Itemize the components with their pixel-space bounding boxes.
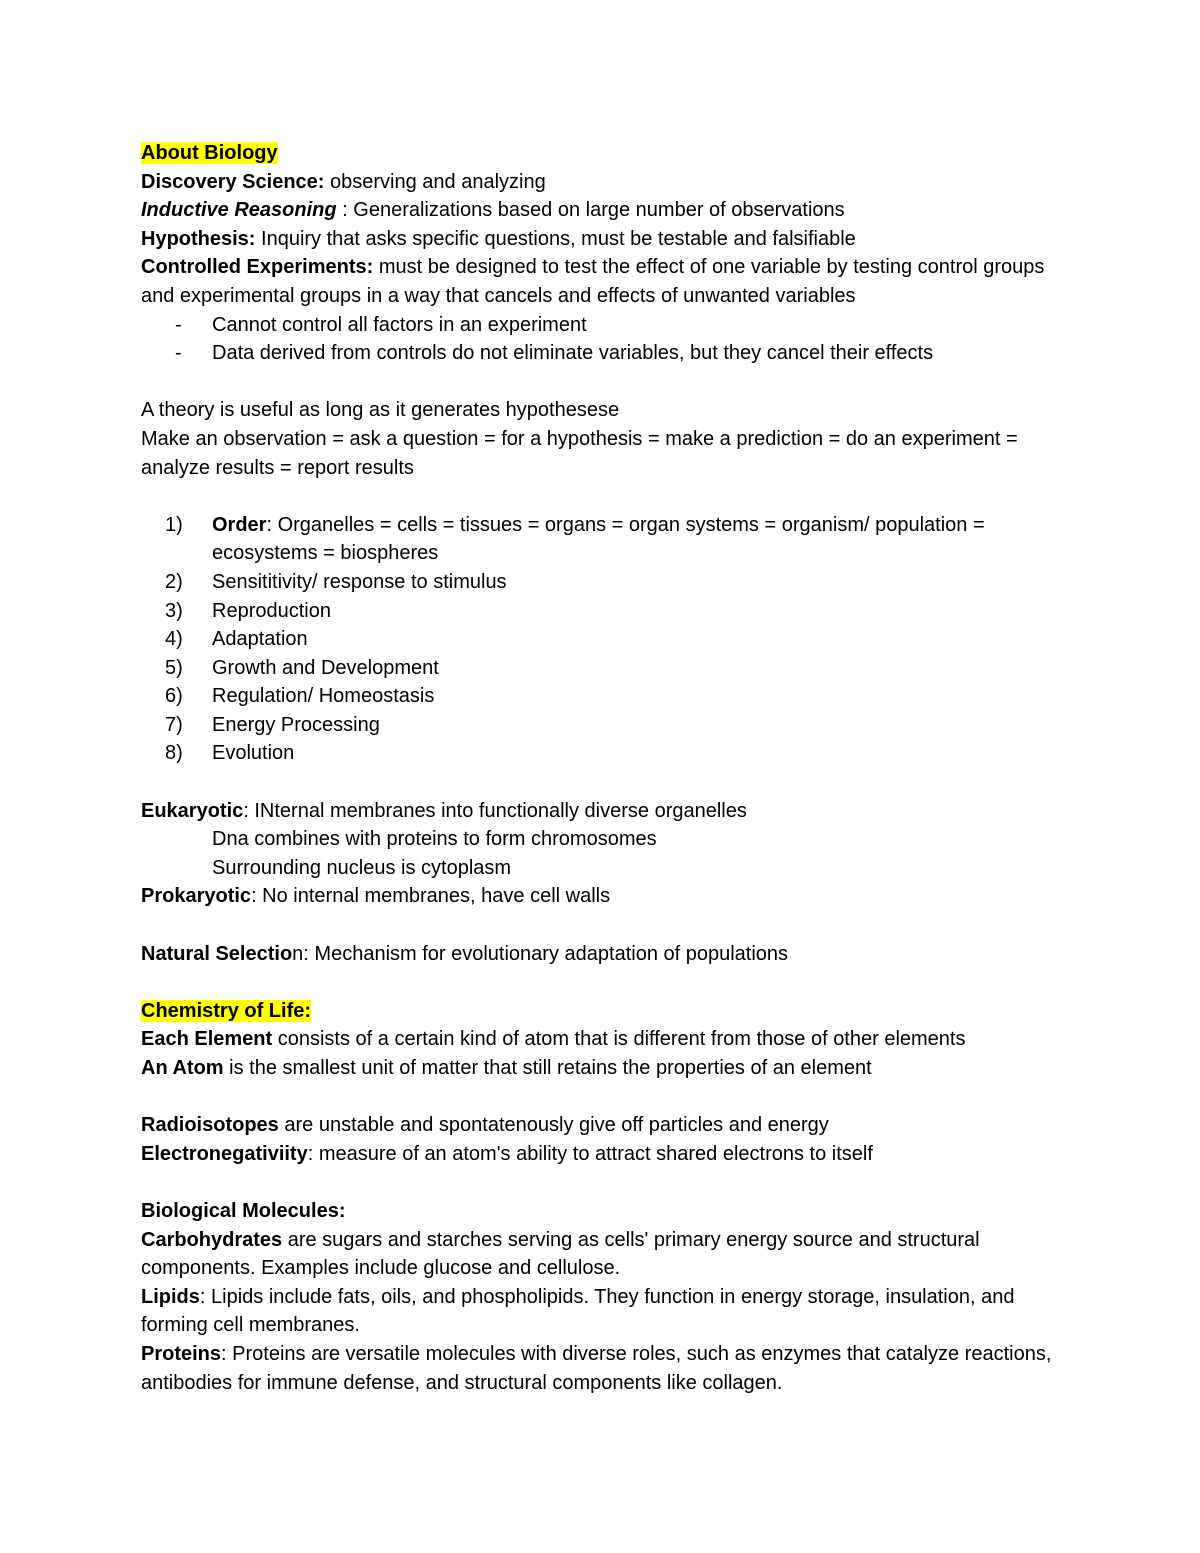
bullet-marker: - bbox=[175, 342, 182, 365]
term-label: Each Element bbox=[141, 1028, 273, 1051]
document-body bbox=[141, 139, 1061, 1397]
list-text: Energy Processing bbox=[212, 713, 380, 736]
term-label: Lipids bbox=[141, 1285, 200, 1308]
spacer bbox=[141, 1083, 1061, 1112]
definition-text: : Generalizations based on large number of observations bbox=[336, 199, 845, 222]
subheading: Biological Molecules: bbox=[141, 1199, 346, 1222]
definition-text: observing and analyzing bbox=[324, 170, 546, 193]
list-item bbox=[141, 625, 1061, 654]
list-text: Adaptation bbox=[212, 628, 308, 651]
bullet-item bbox=[141, 311, 1061, 340]
list-item bbox=[141, 739, 1061, 768]
list-number: 6) bbox=[165, 685, 183, 708]
bullet-item bbox=[141, 339, 1061, 368]
definition-text: Inquiry that asks specific questions, must be testable and falsifiable bbox=[255, 227, 856, 250]
list-number: 7) bbox=[165, 713, 183, 736]
definition-text: : INternal membranes into functionally diverse organelles bbox=[243, 799, 747, 822]
eukaryotic-detail: Dna combines with proteins to form chromosomes bbox=[212, 828, 657, 851]
list-text: Sensititivity/ response to stimulus bbox=[212, 570, 507, 593]
term-label: Order bbox=[212, 513, 267, 536]
bullet-marker: - bbox=[175, 313, 182, 336]
term-label: Proteins bbox=[141, 1342, 222, 1365]
highlighted-heading: About Biology bbox=[141, 142, 278, 164]
list-text: Evolution bbox=[212, 742, 295, 765]
list-number: 4) bbox=[165, 628, 183, 651]
list-text: Growth and Development bbox=[212, 656, 439, 679]
definition-text: is the smallest unit of matter that still retains the properties of an element bbox=[223, 1057, 872, 1079]
scientific-method-steps: Make an observation = ask a question = for a hypothesis = make a prediction = do an experiment = analyze results = report results bbox=[141, 427, 1018, 479]
spacer bbox=[141, 368, 1061, 397]
bullet-text: Cannot control all factors in an experiment bbox=[212, 313, 587, 336]
bullet-text: Data derived from controls do not eliminate variables, but they cancel their effects bbox=[212, 342, 934, 365]
spacer bbox=[141, 968, 1061, 997]
spacer bbox=[141, 482, 1061, 511]
section-heading-about-biology bbox=[141, 139, 1061, 168]
eukaryotic-detail: Surrounding nucleus is cytoplasm bbox=[212, 856, 512, 879]
definition-text: : Organelles = cells = tissues = organs = organ systems = organism/ population = ecosystems = biospheres bbox=[212, 513, 985, 565]
list-number: 8) bbox=[165, 742, 183, 765]
definition-text: consists of a certain kind of atom that is different from those of other elements bbox=[272, 1028, 966, 1051]
section-heading-chemistry-of-life bbox=[141, 997, 1061, 1026]
list-number: 5) bbox=[165, 656, 183, 679]
list-item bbox=[141, 682, 1061, 711]
definition-text: : measure of an atom's ability to attract shared electrons to itself bbox=[307, 1142, 873, 1165]
definition-electronegativity bbox=[141, 1140, 1061, 1169]
term-label: Inductive Reasoning bbox=[141, 199, 337, 222]
theory-line: A theory is useful as long as it generates hypothesese bbox=[141, 399, 620, 422]
definition-lipids bbox=[141, 1283, 1061, 1340]
term-label: Controlled Experiments: bbox=[141, 256, 374, 279]
term-label: Carbohydrates bbox=[141, 1228, 283, 1251]
list-number: 1) bbox=[165, 513, 183, 536]
list-item bbox=[141, 654, 1061, 683]
spacer bbox=[141, 911, 1061, 940]
list-item bbox=[141, 568, 1061, 597]
term-label: An Atom bbox=[141, 1057, 224, 1079]
spacer bbox=[141, 768, 1061, 797]
list-item bbox=[141, 511, 1061, 568]
list-number: 3) bbox=[165, 599, 183, 622]
list-text bbox=[212, 511, 1061, 568]
spacer bbox=[141, 1168, 1061, 1197]
definition-inductive-reasoning bbox=[141, 196, 1061, 225]
definition-element bbox=[141, 1025, 1061, 1054]
term-label: Natural Selectio bbox=[141, 942, 293, 965]
definition-natural-selection bbox=[141, 940, 1061, 969]
definition-carbohydrates bbox=[141, 1226, 1061, 1283]
definition-proteins bbox=[141, 1340, 1061, 1397]
term-label: Discovery Science: bbox=[141, 170, 325, 193]
definition-text: : No internal membranes, have cell walls bbox=[251, 885, 611, 908]
list-item bbox=[141, 597, 1061, 626]
term-label-plain-part: n bbox=[292, 942, 304, 965]
term-label: Prokaryotic bbox=[141, 885, 252, 908]
term-label: Hypothesis: bbox=[141, 227, 256, 250]
highlighted-heading: Chemistry of Life: bbox=[141, 999, 312, 1022]
term-label: Radioisotopes bbox=[141, 1114, 279, 1137]
list-text: Regulation/ Homeostasis bbox=[212, 685, 435, 708]
definition-text: are sugars and starches serving as cells' primary energy source and structural components. Examples include glucose and cellulose. bbox=[141, 1228, 980, 1280]
term-label: Electronegativiity bbox=[141, 1142, 308, 1165]
definition-radioisotopes bbox=[141, 1111, 1061, 1140]
list-text: Reproduction bbox=[212, 599, 331, 622]
definition-controlled-experiments bbox=[141, 253, 1061, 310]
definition-discovery-science bbox=[141, 168, 1061, 197]
definition-text: must be designed to test the effect of one variable by testing control groups and experimental groups in a way that cancels and effects of unwanted variables bbox=[141, 256, 1045, 307]
definition-eukaryotic bbox=[141, 797, 1061, 826]
definition-hypothesis bbox=[141, 225, 1061, 254]
definition-text: are unstable and spontatenously give off particles and energy bbox=[278, 1114, 829, 1137]
list-item bbox=[141, 711, 1061, 740]
list-number: 2) bbox=[165, 570, 183, 593]
section-heading-biological-molecules bbox=[141, 1197, 1061, 1226]
definition-atom bbox=[141, 1054, 1061, 1083]
definition-text: : Proteins are versatile molecules with diverse roles, such as enzymes that catalyze reactions, antibodies for immune defense, and structural components like collagen. bbox=[141, 1342, 1052, 1394]
definition-prokaryotic bbox=[141, 882, 1061, 911]
term-label: Eukaryotic bbox=[141, 799, 244, 822]
definition-text: : Mechanism for evolutionary adaptation of populations bbox=[303, 942, 789, 965]
definition-text: : Lipids include fats, oils, and phospholipids. They function in energy storage, insulation, and forming cell membranes. bbox=[141, 1285, 1015, 1337]
